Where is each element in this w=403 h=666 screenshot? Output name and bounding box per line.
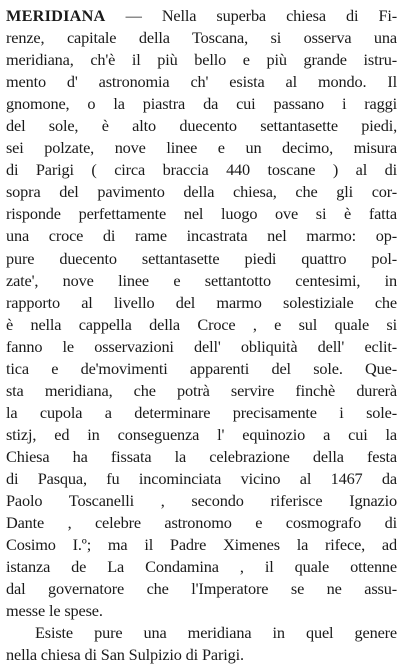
document-page — [6, 5, 397, 666]
text-line: è nella cappella della Croce , e sul quale si — [6, 314, 397, 334]
text-line: meridiana, ch'è il più bello e più grande istru- — [6, 50, 397, 70]
text-line: sei polzate, nove linee e un decimo, misura — [6, 138, 397, 158]
text-line: zate', nove linee e settantotto centesimi, in — [6, 270, 397, 290]
text-line: tica e de'movimenti apparenti del sole. Que- — [6, 358, 397, 378]
text-line: gnomone, o la piastra da cui passano i raggi — [6, 94, 397, 114]
text-line: renze, capitale della Toscana, si osserva una — [6, 28, 397, 48]
text-line: messe le spese. — [6, 601, 103, 621]
text-line: nella chiesa di San Sulpizio di Parigi. — [6, 645, 244, 665]
text-line: risponde perfettamente nel luogo ove si è fatta — [6, 204, 397, 224]
text-line: dal governatore che l'Imperatore se ne assu- — [6, 579, 397, 599]
text-line: rapporto al livello del marmo solestiziale che — [6, 292, 397, 312]
text-line: Paolo Toscanelli , secondo riferisce Ignazio — [6, 491, 397, 511]
text-line: di Pasqua, fu incominciata vicino al 1467 da — [6, 468, 397, 488]
text-line: istanza de La Condamina , il quale ottenne — [6, 557, 397, 577]
text-line: di Parigi ( circa braccia 440 toscane ) al di — [6, 160, 397, 180]
text-line: Dante , celebre astronomo e cosmografo di — [6, 513, 397, 533]
text-line: mento d' astronomia ch' esista al mondo. Il — [6, 72, 397, 92]
text-line: sopra del pavimento della chiesa, che gli cor- — [6, 182, 397, 202]
text-line: la cupola a determinare precisamente i sole- — [6, 402, 397, 422]
text-line: fanno le osservazioni dell' obliquità dell' eclit- — [6, 336, 397, 356]
text-line: stizj, ed in conseguenza l' equinozio a cui la — [6, 424, 397, 444]
text-line: sta meridiana, che potrà servire finchè durerà — [6, 380, 397, 400]
text-line: Cosimo I.º; ma il Padre Ximenes la rifece, ad — [6, 535, 397, 555]
text-line: Esiste pure una meridiana in quel genere — [35, 623, 397, 643]
text-line: pure duecento settantasette piedi quattro pol- — [6, 248, 397, 268]
headword: MERIDIANA — [6, 6, 106, 25]
text-line: del sole, è alto duecento settantasette piedi, — [6, 116, 397, 136]
text-line: una croce di rame incastrata nel marmo: op- — [6, 226, 397, 246]
text-line: MERIDIANA — Nella superba chiesa di Fi- — [6, 6, 397, 25]
text-line: Chiesa ha fissata la celebrazione della festa — [6, 446, 397, 466]
